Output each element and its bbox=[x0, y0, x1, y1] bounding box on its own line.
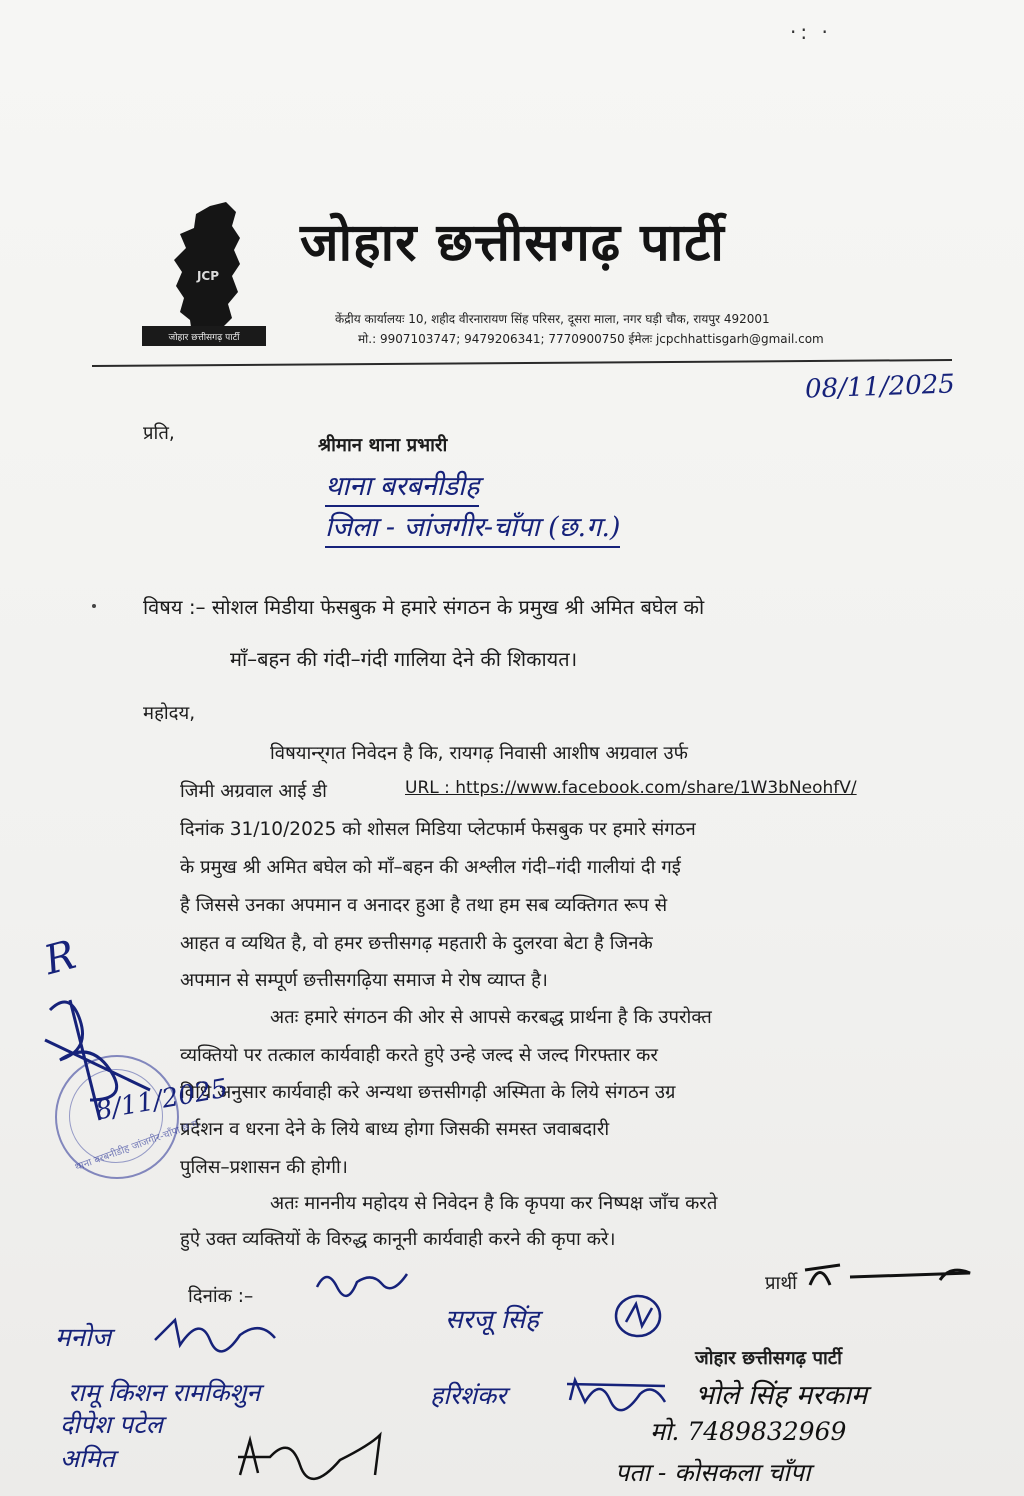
handwritten-name: हरिशंकर bbox=[430, 1381, 507, 1410]
body-line: आहत व व्यथित है, वो हमर छत्तीसगढ़ महतारी के दुलरवा बेटा है जिनके bbox=[180, 933, 653, 954]
body-line: के प्रमुख श्री अमित बघेल को माँ–बहन की अश्लील गंदी–गंदी गालीयां दी गई bbox=[180, 857, 681, 878]
handwritten-name: रामू किशन रामकिशुन bbox=[68, 1378, 261, 1407]
signature-5 bbox=[230, 1425, 400, 1485]
header-rule bbox=[92, 359, 952, 367]
recipient-line1: थाना बरबनीडीह bbox=[325, 466, 479, 507]
body-line: दिनांक 31/10/2025 को शोसल मिडिया प्लेटफार्म फेसबुक पर हमारे संगठन bbox=[180, 819, 696, 840]
body-line: पुलिस–प्रशासन की होगी। bbox=[180, 1157, 348, 1178]
handwritten-phone: मो. 7489832969 bbox=[650, 1417, 847, 1446]
facebook-url-link[interactable]: URL : https://www.facebook.com/share/1W3bNeohfV/ bbox=[405, 778, 857, 798]
body-line: व्यक्तियो पर तत्काल कार्यवाही करते हुऐ उन्हे जल्द से जल्द गिरफ्तार कर bbox=[180, 1045, 658, 1066]
scan-dots: ·: · bbox=[790, 20, 832, 44]
recipient-title: श्रीमान थाना प्रभारी bbox=[318, 435, 448, 456]
body-line: जिमी अग्रवाल आई डी bbox=[180, 781, 327, 802]
signature-applicant bbox=[800, 1255, 980, 1295]
handwritten-name: सरजू सिंह bbox=[445, 1305, 539, 1335]
subject-line-2: माँ–बहन की गंदी–गंदी गालिया देने की शिकायत। bbox=[230, 647, 578, 671]
body-line: अतः हमारे संगठन की ओर से आपसे करबद्ध प्रार्थना है कि उपरोक्त bbox=[270, 1007, 712, 1028]
handwritten-name: मनोज bbox=[55, 1323, 112, 1353]
office-address: केंद्रीय कार्यालयः 10, शहीद वीरनारायण सिंह परिसर, दूसरा माला, नगर घड़ी चौक, रायपुर 492001 bbox=[335, 312, 770, 326]
party-logo bbox=[140, 198, 268, 358]
subject-line-1: विषय :– सोशल मिडीया फेसबुक मे हमारे संगठन के प्रमुख श्री अमित बघेल को bbox=[143, 595, 705, 619]
margin-dot bbox=[92, 604, 96, 608]
recipient-line2: जिला - जांजगीर-चाँपा (छ.ग.) bbox=[325, 507, 620, 548]
greeting: महोदय, bbox=[143, 703, 196, 724]
signature-4 bbox=[565, 1372, 670, 1412]
org-name: जोहार छत्तीसगढ़ पार्टी bbox=[300, 213, 725, 273]
date-label: दिनांक :– bbox=[188, 1286, 254, 1307]
applicant-label: प्रार्थी bbox=[765, 1273, 797, 1294]
signature-1 bbox=[312, 1262, 412, 1302]
stamp-ring-text: थाना बरबनीडीह जांजगीर-चाँपा छ.ग. bbox=[73, 1117, 203, 1174]
stamp-date: 8/11/2025 bbox=[93, 1073, 230, 1127]
logo-monogram: JCP bbox=[196, 269, 220, 283]
logo-banner: जोहार छत्तीसगढ़ पार्टी bbox=[168, 333, 240, 343]
handwritten-name: अमित bbox=[60, 1444, 115, 1473]
handwritten-name: भोले सिंह मरकाम bbox=[695, 1380, 868, 1411]
handwritten-address: पता - कोसकला चाँपा bbox=[615, 1458, 811, 1487]
signature-2 bbox=[150, 1310, 280, 1355]
signature-org: जोहार छत्तीसगढ़ पार्टी bbox=[695, 1348, 842, 1369]
salutation-to: प्रति, bbox=[143, 423, 175, 444]
body-line: विषयान्‍र्गत निवेदन है कि, रायगढ़ निवासी आशीष अग्रवाल उर्फ bbox=[270, 743, 688, 764]
handwritten-name: दीपेश पटेल bbox=[60, 1410, 163, 1439]
handwritten-date: 08/11/2025 bbox=[804, 369, 956, 405]
body-line: अपमान से सम्पूर्ण छत्तीसगढ़िया समाज मे रोष व्याप्त है। bbox=[180, 970, 548, 991]
margin-mark: R bbox=[39, 931, 81, 985]
signature-3 bbox=[612, 1292, 664, 1340]
body-line: है जिससे उनका अपमान व अनादर हुआ है तथा हम सब व्यक्तिगत रूप से bbox=[180, 895, 668, 916]
body-line: अतः माननीय महोदय से निवेदन है कि कृपया कर निष्पक्ष जाँच करते bbox=[270, 1193, 718, 1214]
contact-line: मो.: 9907103747; 9479206341; 7770900750 ईमेलः jcpchhattisgarh@gmail.com bbox=[358, 332, 824, 346]
body-line: हुऐ उक्त व्यक्तियों के विरुद्ध कानूनी कार्यवाही करने की कृपा करे। bbox=[180, 1229, 616, 1250]
body-line: विधि अनुसार कार्यवाही करे अन्यथा छत्तसीगढ़ी अस्मिता के लिये संगठन उग्र bbox=[180, 1082, 676, 1103]
body-line: प्रर्दशन व धरना देने के लिये बाध्य होगा जिसकी समस्त जवाबदारी bbox=[180, 1119, 610, 1140]
